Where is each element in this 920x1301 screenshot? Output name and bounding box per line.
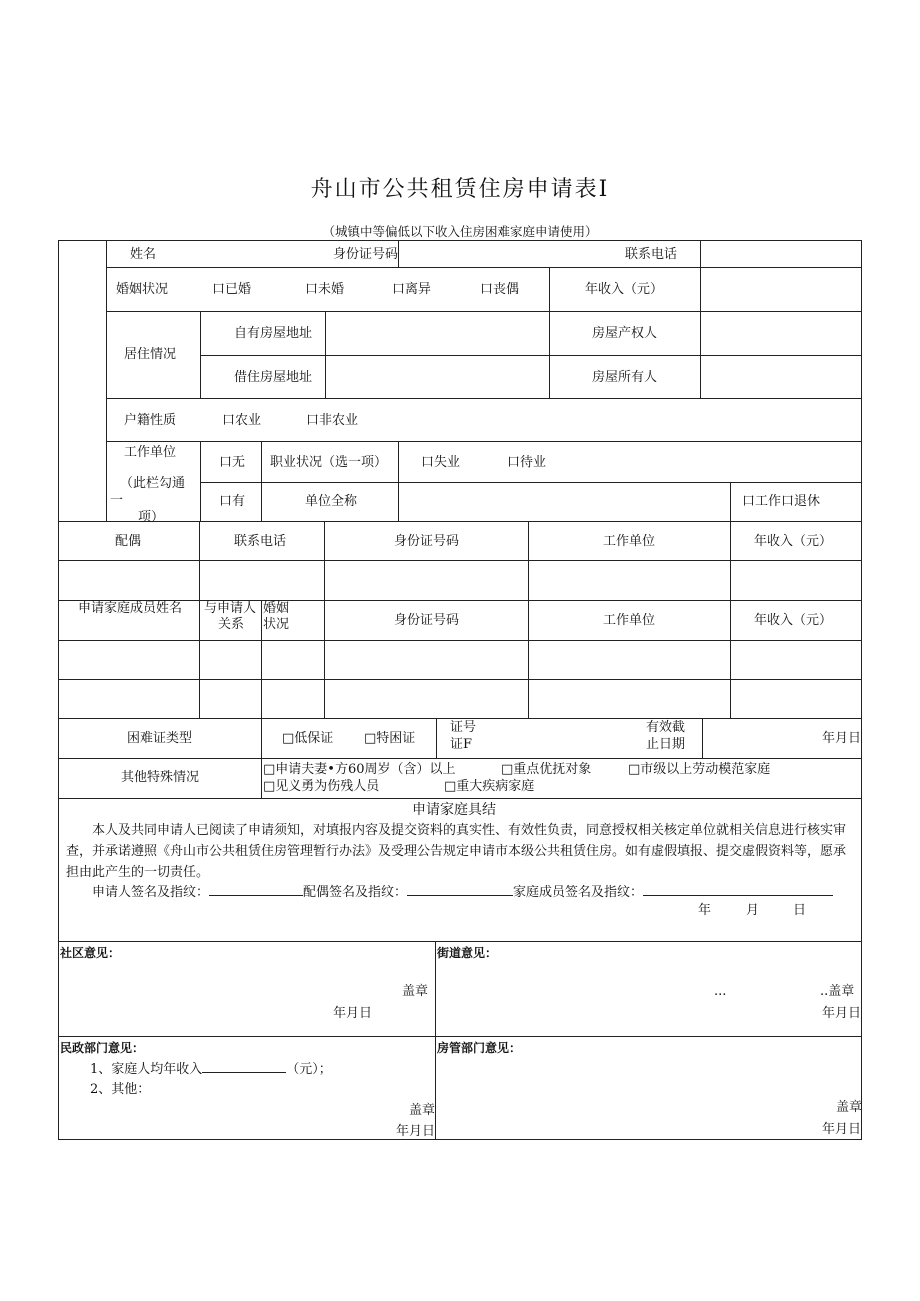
form-title: 舟山市公共租赁住房申请表I [310, 177, 610, 202]
own-address-label: 自有房屋地址 [234, 326, 313, 341]
civil-item-other: 2、其他： [90, 1082, 151, 1097]
member-work-label: 工作单位 [603, 613, 656, 628]
table-line [261, 718, 262, 798]
housing-date: 年月日 [822, 1122, 862, 1137]
work-label: 工作单位 [124, 445, 177, 460]
table-line [436, 718, 437, 758]
no-work-option[interactable]: 口无 [219, 455, 246, 470]
sign-line [92, 883, 833, 901]
table-line [58, 798, 861, 799]
table-line [58, 941, 861, 942]
table-line [58, 679, 861, 680]
housing-opinion-label: 房管部门意见： [437, 1041, 522, 1055]
special-option-preferential[interactable]: □重点优抚对象 [501, 762, 592, 777]
declaration-month: 月 [746, 903, 760, 918]
spouse-label: 配偶 [115, 534, 142, 549]
hardship-label: 困难证类型 [127, 731, 193, 746]
table-line [700, 311, 701, 398]
borrow-owner-label: 房屋所有人 [592, 370, 658, 385]
work-label-note: 一 [110, 493, 124, 508]
cert-no-label: 证号 [450, 720, 477, 735]
table-line [106, 267, 861, 268]
member-relation-label: 与申请人 [204, 601, 257, 616]
civil-income-label: 1、家庭人均年收入 [90, 1062, 203, 1077]
declaration-text: 本人及共同申请人已阅读了申请须知，对填报内容及提交资料的真实性、有效性负责，同意授权相关核定单位就相关信息进行核实审查，并承诺遵照《舟山市公共租赁住房管理暂行办法》及受理公告规定申请市本级公共租赁住房。如有虚假填报、提交虚假资料等，愿承担由此产生的一切责任。 [66, 823, 847, 880]
community-seal: 盖章 [402, 984, 429, 999]
special-option-model-worker[interactable]: □市级以上劳动模范家庭 [628, 762, 771, 777]
civil-seal: 盖章 [409, 1103, 436, 1118]
member-sign-label: 家庭成员签名及指纹： [513, 885, 644, 900]
hardship-option-dibao[interactable]: □低保证 [282, 731, 334, 746]
hukou-option-nonagri[interactable]: 口非农业 [306, 413, 359, 428]
special-label: 其他特殊情况 [121, 770, 200, 785]
member-name-label: 申请家庭成员姓名 [78, 601, 183, 616]
unit-full-name-label: 单位全称 [305, 494, 358, 509]
table-line [58, 718, 861, 719]
job-status-label: 职业状况（选一项） [270, 455, 388, 470]
phone-label: 联系电话 [625, 247, 678, 262]
table-line [549, 267, 550, 398]
community-opinion-label: 社区意见： [60, 946, 121, 960]
special-option-elderly[interactable]: □申请夫妻•方60周岁（含）以上 [263, 762, 456, 777]
table-line [200, 311, 201, 398]
declaration-title: 申请家庭具结 [412, 802, 496, 818]
table-line [58, 1139, 861, 1140]
civil-opinion-label: 民政部门意见： [60, 1041, 145, 1055]
hardship-date: 年月日 [822, 731, 862, 746]
job-status-waiting[interactable]: 口待业 [507, 455, 547, 470]
street-opinion-label: 街道意见： [437, 946, 498, 960]
spouse-sign-label: 配偶签名及指纹： [303, 885, 408, 900]
civil-income-unit: （元）； [286, 1062, 332, 1077]
table-line [324, 600, 325, 718]
street-dots: ... [714, 984, 727, 999]
table-line [325, 311, 326, 398]
marital-option-widowed[interactable]: 口丧偶 [480, 282, 520, 297]
applicant-sign-label: 申请人签名及指纹： [92, 885, 210, 900]
member-relation-label: 关系 [218, 617, 245, 632]
table-line [730, 521, 731, 718]
table-line [261, 600, 262, 718]
table-line [58, 1036, 861, 1037]
table-line [58, 240, 861, 241]
housing-seal: 盖章 [836, 1100, 863, 1115]
table-line [106, 311, 861, 312]
member-sign-field[interactable] [643, 883, 833, 896]
valid-date-label: 止日期 [646, 737, 686, 752]
table-line [58, 758, 861, 759]
has-work-option[interactable]: 口有 [219, 494, 246, 509]
form-subtitle: （城镇中等偏低以下收入住房困难家庭申请使用） [322, 224, 598, 239]
member-marital-label: 婚姻 [263, 601, 290, 616]
civil-date: 年月日 [396, 1124, 436, 1139]
marital-option-married[interactable]: 口已婚 [212, 282, 252, 297]
table-line [528, 521, 529, 718]
civil-income-field[interactable] [202, 1060, 286, 1073]
spouse-phone-label: 联系电话 [234, 534, 287, 549]
table-line [200, 482, 861, 483]
table-line [700, 240, 701, 311]
spouse-income-label: 年收入（元） [754, 534, 833, 549]
table-line [730, 482, 731, 521]
street-date: 年月日 [822, 1006, 862, 1021]
declaration-year: 年 [698, 903, 712, 918]
table-line [261, 441, 262, 521]
table-line [106, 398, 861, 399]
table-line [861, 240, 862, 1140]
hukou-label: 户籍性质 [124, 413, 177, 428]
table-line [58, 521, 861, 522]
declaration-day: 日 [793, 903, 807, 918]
table-line [199, 521, 200, 718]
id-label: 身份证号码 [333, 247, 399, 262]
marital-label: 婚姻状况 [116, 282, 169, 297]
income-label: 年收入（元） [585, 282, 664, 297]
table-line [398, 441, 399, 521]
table-line [58, 640, 861, 641]
owner-label: 房屋产权人 [592, 326, 658, 341]
community-date: 年月日 [333, 1006, 373, 1021]
work-label-note: 项） [138, 510, 165, 525]
hukou-option-agri[interactable]: 口农业 [222, 413, 262, 428]
marital-option-divorced[interactable]: 口离异 [392, 282, 432, 297]
special-option-illness[interactable]: □重大疾病家庭 [444, 779, 535, 794]
street-seal: ..盖章 [820, 984, 855, 999]
job-status-unemployed[interactable]: 口失业 [421, 455, 461, 470]
residence-label: 居住情况 [124, 347, 177, 362]
spouse-work-label: 工作单位 [603, 534, 656, 549]
member-id-label: 身份证号码 [394, 613, 460, 628]
borrow-address-label: 借住房屋地址 [234, 370, 313, 385]
table-line [200, 441, 201, 521]
marital-option-unmarried[interactable]: 口未婚 [305, 282, 345, 297]
table-line [435, 941, 436, 1139]
table-line [58, 560, 861, 561]
table-line [58, 240, 59, 1140]
applicant-sign-field[interactable] [209, 883, 303, 896]
hardship-option-tekun[interactable]: □特困证 [364, 731, 416, 746]
cert-no-label: 证F [450, 737, 473, 752]
work-label-note: （此栏勾通 [120, 476, 186, 491]
work-retire-option[interactable]: 口工作口退休 [742, 494, 821, 509]
spouse-id-label: 身份证号码 [394, 534, 460, 549]
table-line [106, 441, 861, 442]
table-line [398, 240, 399, 267]
table-line [106, 240, 107, 521]
table-line [200, 355, 861, 356]
member-income-label: 年收入（元） [754, 613, 833, 628]
table-line [324, 521, 325, 600]
name-label: 姓名 [130, 247, 157, 262]
member-marital-label: 状况 [263, 617, 290, 632]
spouse-sign-field[interactable] [407, 883, 513, 896]
valid-date-label: 有效截 [646, 720, 686, 735]
civil-item-income [90, 1060, 332, 1078]
special-option-heroic[interactable]: □见义勇为伤残人员 [263, 779, 380, 794]
table-line [702, 718, 703, 758]
